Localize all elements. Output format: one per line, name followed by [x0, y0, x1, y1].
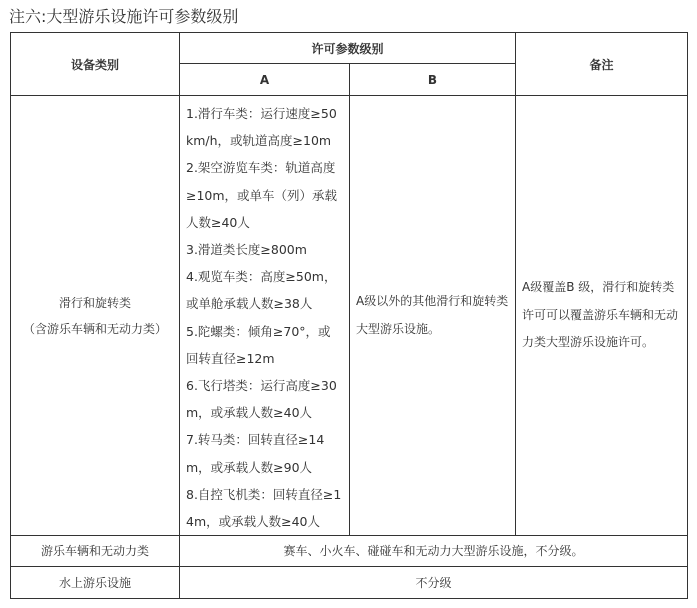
- category-cell: 水上游乐设施: [11, 567, 180, 599]
- category-cell: 游乐车辆和无动力类: [11, 536, 180, 567]
- value-cell: 不分级: [180, 567, 688, 599]
- category-label: 滑行和旋转类: [58, 295, 131, 310]
- table-row: [11, 536, 688, 567]
- list-item: 7.转马类：回转直径≥14m，或承载人数≥90人: [186, 432, 325, 475]
- note-text: A级覆盖B 级，滑行和旋转类许可可以覆盖游乐车辆和无动力类大型游乐设施许可。: [516, 96, 688, 536]
- permit-level-table: [10, 32, 688, 599]
- level-b-text: A级以外的其他滑行和旋转类大型游乐设施。: [350, 96, 516, 536]
- level-a-list: [180, 96, 350, 536]
- header-note: 备注: [516, 33, 688, 96]
- list-item: 3.滑道类长度≥800m: [186, 242, 307, 258]
- list-item: 2.架空游览车类：轨道高度≥10m，或单车（列）承载人数≥40人: [186, 160, 338, 230]
- page-title: 注六:大型游乐设施许可参数级别: [9, 7, 239, 26]
- category-sublabel: （含游乐车辆和无动力类）: [22, 321, 167, 336]
- header-permit-params: 许可参数级别: [180, 33, 516, 64]
- header-category: 设备类别: [11, 33, 180, 96]
- list-item: 8.自控飞机类：回转直径≥14m，或承载人数≥40人: [186, 486, 342, 530]
- list-item: 1.滑行车类：运行速度≥50km/h，或轨道高度≥10m: [186, 106, 337, 149]
- list-item: 5.陀螺类：倾角≥70°，或回转直径≥12m: [186, 323, 331, 366]
- value-cell: 赛车、小火车、碰碰车和无动力大型游乐设施，不分级。: [180, 536, 688, 567]
- table-row: [11, 96, 688, 536]
- header-level-b: B: [350, 64, 516, 96]
- category-sliding-rotating: [11, 96, 180, 536]
- table-row: [11, 567, 688, 599]
- header-level-a: A: [180, 64, 350, 96]
- list-item: 6.飞行塔类：运行高度≥30m，或承载人数≥40人: [186, 378, 337, 421]
- list-item: 4.观览车类：高度≥50m，或单舱承载人数≥38人: [186, 269, 337, 312]
